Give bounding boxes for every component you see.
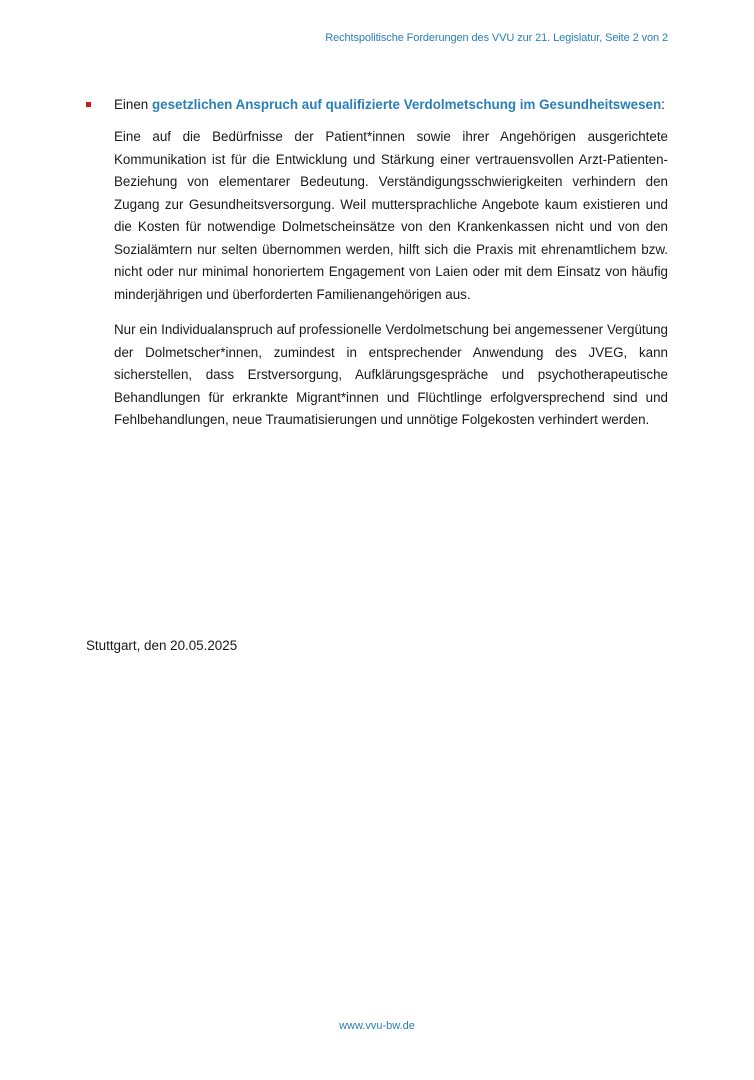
bullet-heading — [86, 94, 668, 116]
body-paragraph: Eine auf die Bedürfnisse der Patient*innen sowie ihrer Angehörigen ausgerichtete Kommunikation ist für die Entwicklung und Stärkung einer vertrauensvollen Arzt-Patienten-Beziehung von elementarer Bedeutung. Verständigungsschwierigkeiten verhindern den Zugang zur Gesundheitsversorgung. Weil muttersprachliche Angebote kaum existieren und die Kosten für notwendige Dolmetscheinsätze von den Krankenkassen nicht und von den Sozialämtern nur selten übernommen werden, hilft sich die Praxis mit ehrenamtlichem bzw. nicht oder nur minimal honoriertem Engagement von Laien oder mit dem Einsatz von häufig minderjährigen und überforderten Familienangehörigen aus. — [114, 129, 668, 302]
square-bullet-icon — [86, 102, 91, 107]
body-paragraph: Nur ein Individualanspruch auf professionelle Verdolmetschung bei angemessener Vergütung der Dolmetscher*innen, zumindest in entsprechender Anwendung des JVEG, kann sicherstellen, dass Erstversorgung, Aufklärungsgespräche und psychotherapeutische Behandlungen für erkrankte Migrant*innen und Flüchtlinge erfolgversprechend sind und Fehlbehandlungen, neue Traumatisierungen und unnötige Folgekosten verhindert werden. — [114, 322, 668, 428]
bullet-colon: : — [661, 97, 665, 112]
footer-website-link[interactable]: www.vvu-bw.de — [339, 1020, 415, 1032]
page-header: Rechtspolitische Forderungen des VVU zur 21. Legislatur, Seite 2 von 2 — [325, 32, 668, 44]
place-date: Stuttgart, den 20.05.2025 — [86, 638, 238, 653]
bullet-lead-text: Einen — [114, 97, 152, 112]
demand-bullet — [86, 94, 668, 445]
bullet-highlight-text: gesetzlichen Anspruch auf qualifizierte Verdolmetschung im Gesundheitswesen — [151, 97, 662, 112]
